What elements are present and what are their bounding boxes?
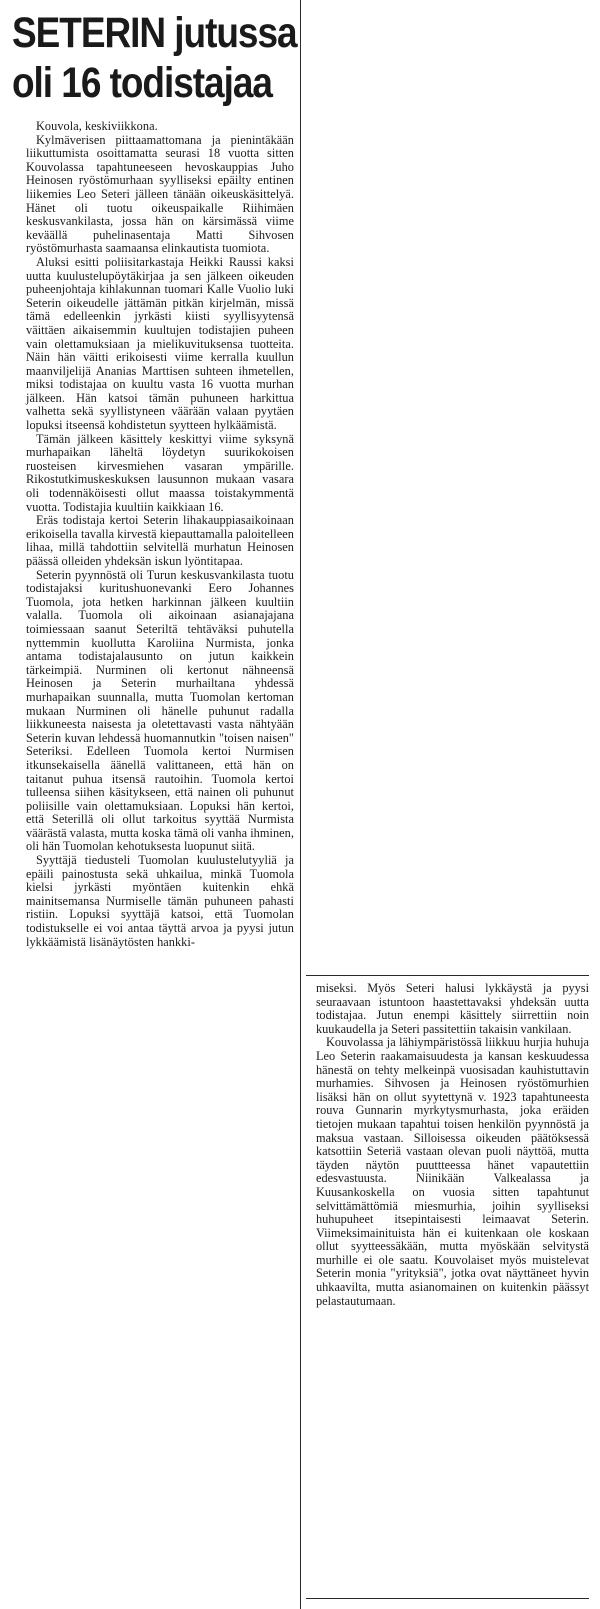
article-column-left: [8, 0, 301, 1609]
paragraph: Kylmäverisen piittaamattomana ja pienintäkään liikuttumista osoittamatta seurasi 18 vuotta sitten Kouvolassa tapahtuneeseen hevoskauppias Juho Heinosen ryöstömurhaan syylliseksi epäilty entinen liikemies Leo Seteri jälleen tänään oikeuskäsittelyä. Hänet oli tuotu oikeuspaikalle Riihimäen keskusvankilasta, jossa hän on kärsimässä viime keväällä puhelinasentaja Matti Sihvosen ryöstömurhasta saamaansa elinkautista tuomiota.: [26, 132, 294, 256]
dateline: Kouvola, keskiviikkona.: [36, 119, 158, 133]
paragraph: Syyttäjä tiedusteli Tuomolan kuulustelutyyliä ja epäili painostusta sekä uhkailua, minkä Tuomola kielsi jyrkästi myöntäen kuitenkin ehkä mainitsemansa Nurmiselle tämän puhuneen pahasti ristiin. Lopuksi syyttäjä katsoi, että Tuomolan todistukselle ei voi antaa täyttä arvoa ja pyysi jutun lykkäämistä lisänäytösten hankki-: [26, 853, 294, 949]
paragraph: Eräs todistaja kertoi Seterin lihakauppiasaikoinaan erikoisella tavalla kirvestä kiepauttamalla paloitelleen lihaa, millä tahdottiin selvitellä murhatun Heinosen päässä olleiden yhdeksän iskun lyöntitapaa.: [26, 513, 294, 568]
paragraph: Aluksi esitti poliisitarkastaja Heikki Raussi kaksi uutta kuulustelupöytäkirjaa ja sen jälkeen oikeuden puheenjohtaja kihlakunnan tuomari Kalle Vuolio luki Seterin oikeudelle jättämän pitkän kirjelmän, missä tämä edelleenkin jyrkästi kiisti syyllisyytensä väittäen aikaisemmin kuultujen todistajien puheen vain olettamuksiaan ja mielikuvituksensa tuotteita. Näin hän väitti erikoisesti viime kerralla kuullun maanviljelijä Ananias Marttisen suhteen ihmetellen, miksi todistajaa on kuultu vasta 16 vuotta murhan jälkeen. Hän katsoi tämän puhuneen harkittua valhetta sekä syyllistyneen väärään valaan pyytäen lopuksi itseensä kohdistetun syytteen hylkäämistä.: [26, 254, 294, 433]
headline-line-2: oli 16 todistajaa: [12, 59, 272, 107]
article-column-right: [306, 975, 589, 1308]
paragraph: Kouvolassa ja lähiympäristössä liikkuu hurjia huhuja Leo Seterin raakamaisuudesta ja kansan keskuudessa hänestä on tehty melkeinpä vuosisadan kauhistuttavin murhamies. Sihvosen ja Heinosen ryöstömurhien lisäksi hän on ollut syytettynä v. 1923 tapahtuneesta rouva Gunnarin myrkytysmurhasta, joka eräiden tietojen mukaan tapahtui toisen henkilön pyynnöstä ja maksua vastaan. Silloisessa oikeuden päätöksessä katsottiin Seteriä vastaan olevan puoli näyttöä, mutta täyden näytön puuttteessa hänet vapautettiin edesvastuusta. Niinikään Valkealassa ja Kuusankoskella on vuosia sitten tapahtunut selvittämättömiä miesmurhia, joihin syylliseksi huhupuheet itsepintaisesti leimaavat Seterin. Viimeksimainituista hän ei kuitenkaan ole koskaan ollut syytteessäkään, mutta myöskään selvitystä murhille ei ole saatu. Kouvolaiset myös muistelevat Seterin monia "yrityksiä", jotka ovat näyttäneet hyvin uhkaavilta, mutta asianomainen on kuitenkin päässyt pelastautumaan.: [316, 1035, 589, 1308]
column-bottom-rule: [306, 1598, 589, 1599]
headline-line-1: SETERIN jutussa: [12, 9, 297, 57]
paragraph-continued: miseksi. Myös Seteri halusi lykkäystä ja pyysi seuraavaan istuntoon haastettavaksi yhdeksän uutta todistajaa. Jutun enempi käsittely siirrettiin noin kuukaudella ja Seteri passitettiin takaisin vankilaan.: [316, 981, 589, 1036]
paragraph: Tämän jälkeen käsittely keskittyi viime syksynä murhapaikan läheltä löydetyn suurikokoisen ruosteisen kirvesmiehen vasaran ympärille. Rikostutkimuskeskuksen lausunnon mukaan vasara oli todennäköisesti ollut maassa toistakymmentä vuotta. Todistajia kuultiin kaikkiaan 16.: [26, 431, 294, 514]
article-body: [26, 120, 294, 949]
paragraph: Seterin pyynnöstä oli Turun keskusvankilasta tuotu todistajaksi kuritushuonevanki Eero Johannes Tuomola, jota hetken harkinnan jälkeen kuultiin valalla. Tuomola oli aikoinaan asianajajana toimiessaan saanut Seteriltä tehtäväksi puhutella nyttemmin kuollutta Karoliina Nurmista, jonka antama todistajalausunto on jutun kaikkein tärkeimpiä. Nurminen oli kertonut nähneensä Heinosen ja Seterin murhailtana yhdessä murhapaikan suunnalla, mutta Tuomolan kertoman mukaan Nurminen oli hänelle puhunut radalla liikkuneesta naisesta ja oletettavasti vasta nähtyään Seterin kuvan lehdessä huomannutkin "toisen naisen" Seteriksi. Edelleen Tuomola kertoi Nurmisen itkunsekaisella äänellä valittaneen, että hän on taitanut puhua itsensä rautoihin. Tuomola kertoi tulleensa siihen käsitykseen, että nainen oli puhunut poliisille vain olettamuksiaan. Lopuksi hän kertoi, että Seterillä oli ollut tarkoitus syyttää Nurmista väärästä valasta, mutta koska tämä oli vanha ihminen, oli hän Tuomolan kehotuksesta luopunut siitä.: [26, 567, 294, 854]
headline: [12, 8, 297, 108]
